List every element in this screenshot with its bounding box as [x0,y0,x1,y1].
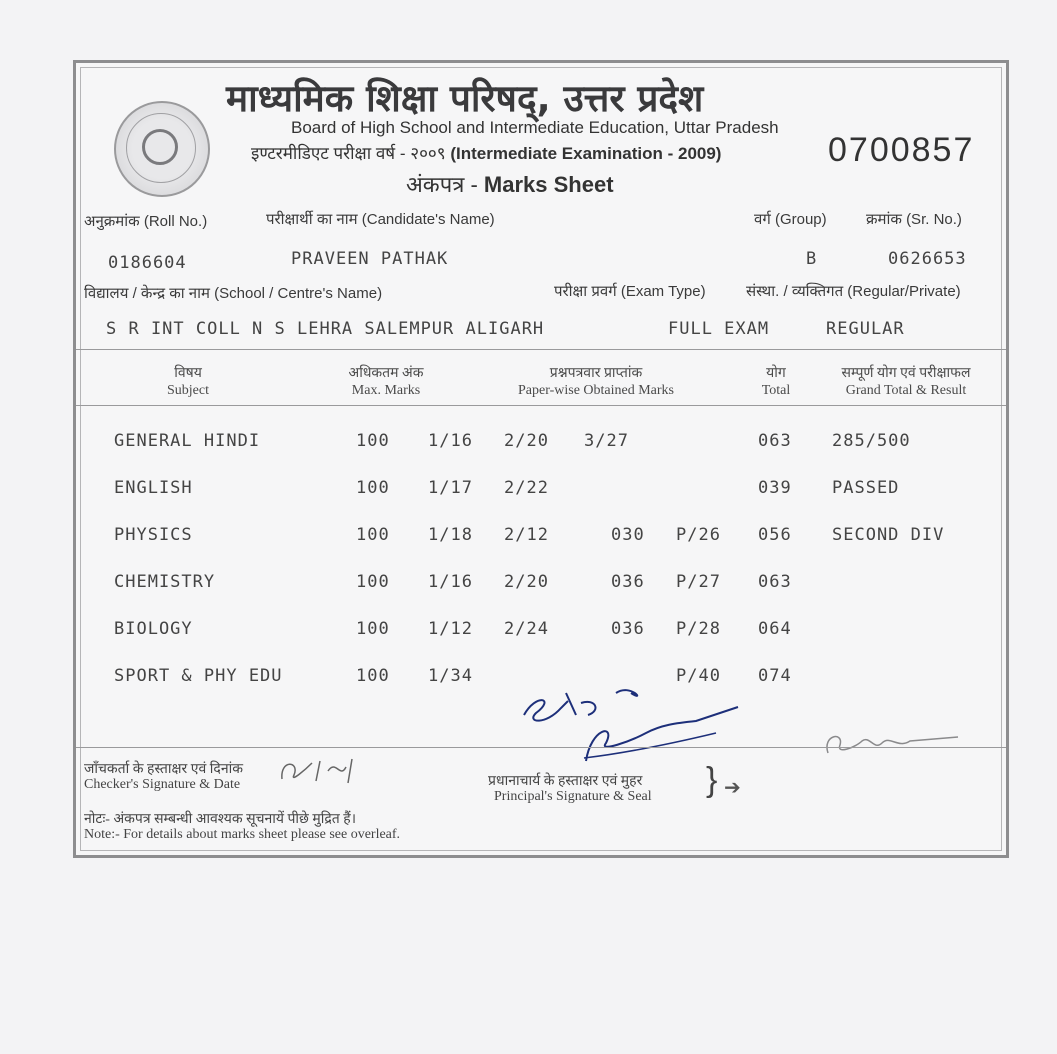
roll-no-value: 0186604 [108,253,187,273]
principal-label-hindi: प्रधानाचार्य के हस्ताक्षर एवं मुहर [488,774,643,789]
cell-result: 285/500 [832,431,911,451]
cell-subject: PHYSICS [114,525,193,545]
marksheet-title [406,169,614,199]
cell-p1: 1/18 [428,525,473,545]
cell-practical: P/28 [676,619,721,639]
cell-subject: ENGLISH [114,478,193,498]
principal-signature-icon [506,663,766,763]
brace-icon: } [706,761,718,799]
roll-no-label: अनुक्रमांक (Roll No.) [84,213,208,230]
footer-rule [76,747,1006,748]
cell-p2: 2/12 [504,525,549,545]
cell-p1: 1/16 [428,572,473,592]
cell-theory: 036 [611,572,645,592]
checker-signature-icon [276,749,376,789]
cell-practical: P/26 [676,525,721,545]
school-name-value: S R INT COLL N S LEHRA SALEMPUR ALIGARH [106,319,545,339]
regular-private-label: संस्था. / व्यक्तिगत (Regular/Private) [746,283,961,300]
cell-practical: P/40 [676,666,721,686]
cell-result: SECOND DIV [832,525,945,545]
exam-hindi: इण्टरमीडिएट परीक्षा वर्ष - २००९ [251,144,446,163]
category-value: REGULAR [826,319,905,339]
cell-theory: 036 [611,619,645,639]
candidate-name-value: PRAVEEN PATHAK [291,249,449,269]
cell-total: 063 [758,572,792,592]
subject-column-header: विषय Subject [167,366,209,398]
candidate-name-label: परीक्षार्थी का नाम (Candidate's Name) [266,211,495,228]
cell-p1: 1/34 [428,666,473,686]
cell-p3: 3/27 [584,431,629,451]
exam-type-label: परीक्षा प्रवर्ग (Exam Type) [554,283,706,300]
grand-total-column-header: सम्पूर्ण योग एवं परीक्षाफल Grand Total & Result [841,366,971,398]
cell-total: 056 [758,525,792,545]
right-signature-icon [818,725,968,765]
cell-p1: 1/16 [428,431,473,451]
cell-max: 100 [356,431,390,451]
cell-p2: 2/20 [504,431,549,451]
cell-subject: CHEMISTRY [114,572,216,592]
header-rule-top [76,349,1006,350]
cell-total: 039 [758,478,792,498]
cell-theory: 030 [611,525,645,545]
cell-max: 100 [356,666,390,686]
cell-practical: P/27 [676,572,721,592]
exam-type-value: FULL EXAM [668,319,770,339]
cell-total: 074 [758,666,792,686]
cell-total: 064 [758,619,792,639]
board-emblem-icon [114,101,210,197]
cell-p2: 2/22 [504,478,549,498]
marksheet-title-english: Marks Sheet [483,172,614,197]
cell-p1: 1/12 [428,619,473,639]
checker-label-hindi: जाँचकर्ता के हस्ताक्षर एवं दिनांक [84,762,243,777]
cell-total: 063 [758,431,792,451]
serial-number: 0700857 [828,131,975,169]
exam-line [251,141,721,164]
principal-label-english: Principal's Signature & Seal [494,789,652,804]
cell-max: 100 [356,572,390,592]
note-english: Note:- For details about marks sheet please see overleaf. [84,827,401,842]
marks-sheet [73,60,1009,858]
exam-english: (Intermediate Examination - 2009) [450,144,722,163]
cell-max: 100 [356,478,390,498]
checker-label-english: Checker's Signature & Date [84,777,241,792]
cell-subject: SPORT & PHY EDU [114,666,283,686]
cell-max: 100 [356,619,390,639]
paper-marks-column-header: प्रश्नपत्रवार प्राप्तांक Paper-wise Obtained Marks [517,366,674,398]
board-title-english: Board of High School and Intermediate Education, Uttar Pradesh [291,118,779,137]
arrow-right-icon: ➔ [724,777,741,799]
cell-p2: 2/24 [504,619,549,639]
cell-max: 100 [356,525,390,545]
group-label: वर्ग (Group) [754,211,827,228]
max-marks-column-header: अधिकतम अंक Max. Marks [348,366,424,398]
total-column-header: योग Total [761,366,791,398]
cell-subject: GENERAL HINDI [114,431,261,451]
sr-no-label: क्रमांक (Sr. No.) [866,211,962,228]
sr-no-value: 0626653 [888,249,967,269]
board-title-hindi: माध्यमिक शिक्षा परिषद्, उत्तर प्रदेश [226,77,704,120]
note-hindi: नोटः- अंकपत्र सम्बन्धी आवश्यक सूचनायें पीछे मुद्रित हैं। [84,812,357,827]
marksheet-title-hindi: अंकपत्र - [406,172,478,197]
cell-result: PASSED [832,478,900,498]
cell-p2: 2/20 [504,572,549,592]
school-name-label: विद्यालय / केन्द्र का नाम (School / Centre's Name) [84,285,383,302]
cell-p1: 1/17 [428,478,473,498]
cell-subject: BIOLOGY [114,619,193,639]
group-value: B [806,249,818,269]
header-rule-bottom [76,405,1006,406]
